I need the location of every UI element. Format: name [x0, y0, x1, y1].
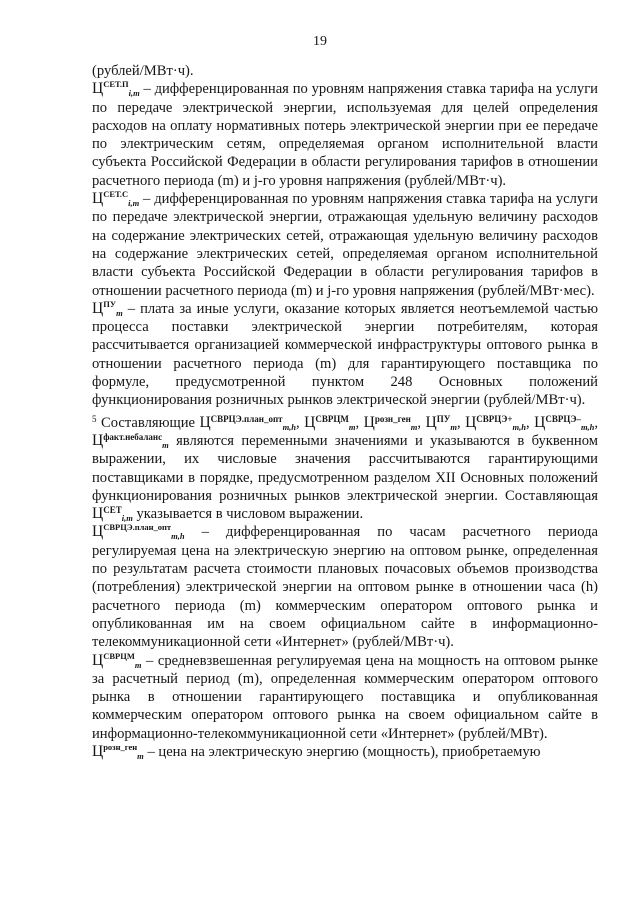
symbol: $Ц^{СВРЦЭ.план\_опт}_{m,h}$: [92, 522, 185, 542]
symbol: $Ц^{СВРЦМ}_m$: [304, 413, 356, 432]
symbol: $Ц^{факт.небаланс}_m$: [92, 431, 169, 450]
symbol: $Ц^{розн\_ген}_m$: [92, 741, 144, 761]
definition-text: – цена на электрическую энергию (мощность), приобретаемую: [143, 743, 541, 760]
definition-text: – дифференцированная по часам расчетного периода регулируемая цена на электрическую энергию на оптовом рынке, определенная по результатам расчета стоимости плановых почасовых объемов производства (потребления) электрической энергии на оптовом рынке в отношении часа (h) расчетного периода (m) коммерческим оператором оптового рынка и опубликованная им на своем официальном сайте в информационно-телекоммуникационной сети «Интернет» (рублей/МВт·ч).: [92, 524, 598, 651]
definition-cet-c: [92, 190, 598, 300]
definition-rozn-gen: [92, 743, 598, 761]
definition-cet-p: [92, 80, 598, 190]
symbol: $Ц^{СВРЦЭ-}_{m,h}$: [534, 413, 595, 432]
document-body: [92, 62, 598, 761]
symbol: $Ц^{СВРЦЭ.план\_опт}_{m,h}$: [199, 413, 297, 432]
symbol: $Ц^{ПУ}_m$: [425, 413, 457, 432]
symbol: $Ц^{СЕТ.П}_{i,m}$: [92, 79, 140, 99]
symbol: $Ц^{СЕТ.С}_{i,m}$: [92, 189, 140, 209]
definition-svrce-plan: [92, 523, 598, 651]
symbol: $Ц^{СВРЦЭ+}_{m,h}$: [465, 413, 526, 432]
definition-text: – средневзвешенная регулируемая цена на мощность на оптовом рынке за расчетный период (m), определенная коммерческим оператором оптового рынка в отношении гарантирующего поставщика и опубликованная коммерческим оператором оптового рынка на своем официальном сайте в информационно-телекоммуникационной сети «Интернет» (рублей/МВт).: [92, 652, 598, 742]
symbol: $Ц^{СВРЦМ}_m$: [92, 650, 142, 670]
footnote-marker: 5: [92, 413, 97, 424]
footnote-paragraph: $^5$ Составляющие $Ц^{СВРЦЭ.план\_опт}_{m,h}$, $Ц^{СВРЦМ}_m$, $Ц^{розн\_ген}_m$, $Ц^{ПУ}_m$, $Ц^{СВРЦЭ+}_{m,h}$, $Ц^{СВРЦЭ-}_{m,h}$, $Ц^{факт.небаланс}_m$ являются переменными значениями и указываются в буквенном выражении, их числовые значения рассчитываются гарантирующими поставщиками в порядке, предусмотренном разделом XII Основных положений функционирования розничных рынков электрической энергии. Составляющая $Ц^{СЕТ}_{i,m}$ указывается в числовом выражении.: [92, 413, 599, 524]
symbol: $Ц^{СЕТ}_{i,m}$: [92, 505, 133, 524]
definition-text: – плата за иные услуги, оказание которых является неотъемлемой частью процесса поставки электрической энергии потребителям, которая рассчитывается организацией коммерческой инфраструктуры оптового рынка в отношении расчетного периода (m) для гарантирующего поставщика по формуле, предусмотренной пунктом 248 Основных положений функционирования розничных рынков электрической энергии (рублей/МВт·ч).: [92, 300, 598, 409]
definition-text: – дифференцированная по уровням напряжения ставка тарифа на услуги по передаче электрической энергии, используемая для целей определения расходов на оплату нормативных потерь электрической энергии при ее передаче по электрическим сетям, определяемая органом исполнительной власти субъекта Российской Федерации в области регулирования тарифов в отношении расчетного периода (m) и j-го уровня напряжения (рублей/МВт·ч).: [92, 81, 598, 189]
page-number: 19: [313, 34, 327, 49]
symbol: $Ц^{ПУ}_m$: [92, 298, 123, 318]
definition-text: – дифференцированная по уровням напряжения ставка тарифа на услуги по передаче электрической энергии, отражающая удельную величину расходов на содержание электрических сетей, отражающая удельную величину расходов на содержание электрических сетей, определяемая органом исполнительной власти субъекта Российской Федерации в области регулирования тарифов в отношении расчетного периода (m) и j-го уровня напряжения (рублей/МВт·мес).: [92, 191, 598, 299]
symbol: $Ц^{розн\_ген}_m$: [363, 413, 418, 432]
definition-svrcm: [92, 652, 598, 743]
definition-pu: [92, 300, 598, 410]
intro-line: (рублей/МВт·ч).: [92, 63, 194, 79]
